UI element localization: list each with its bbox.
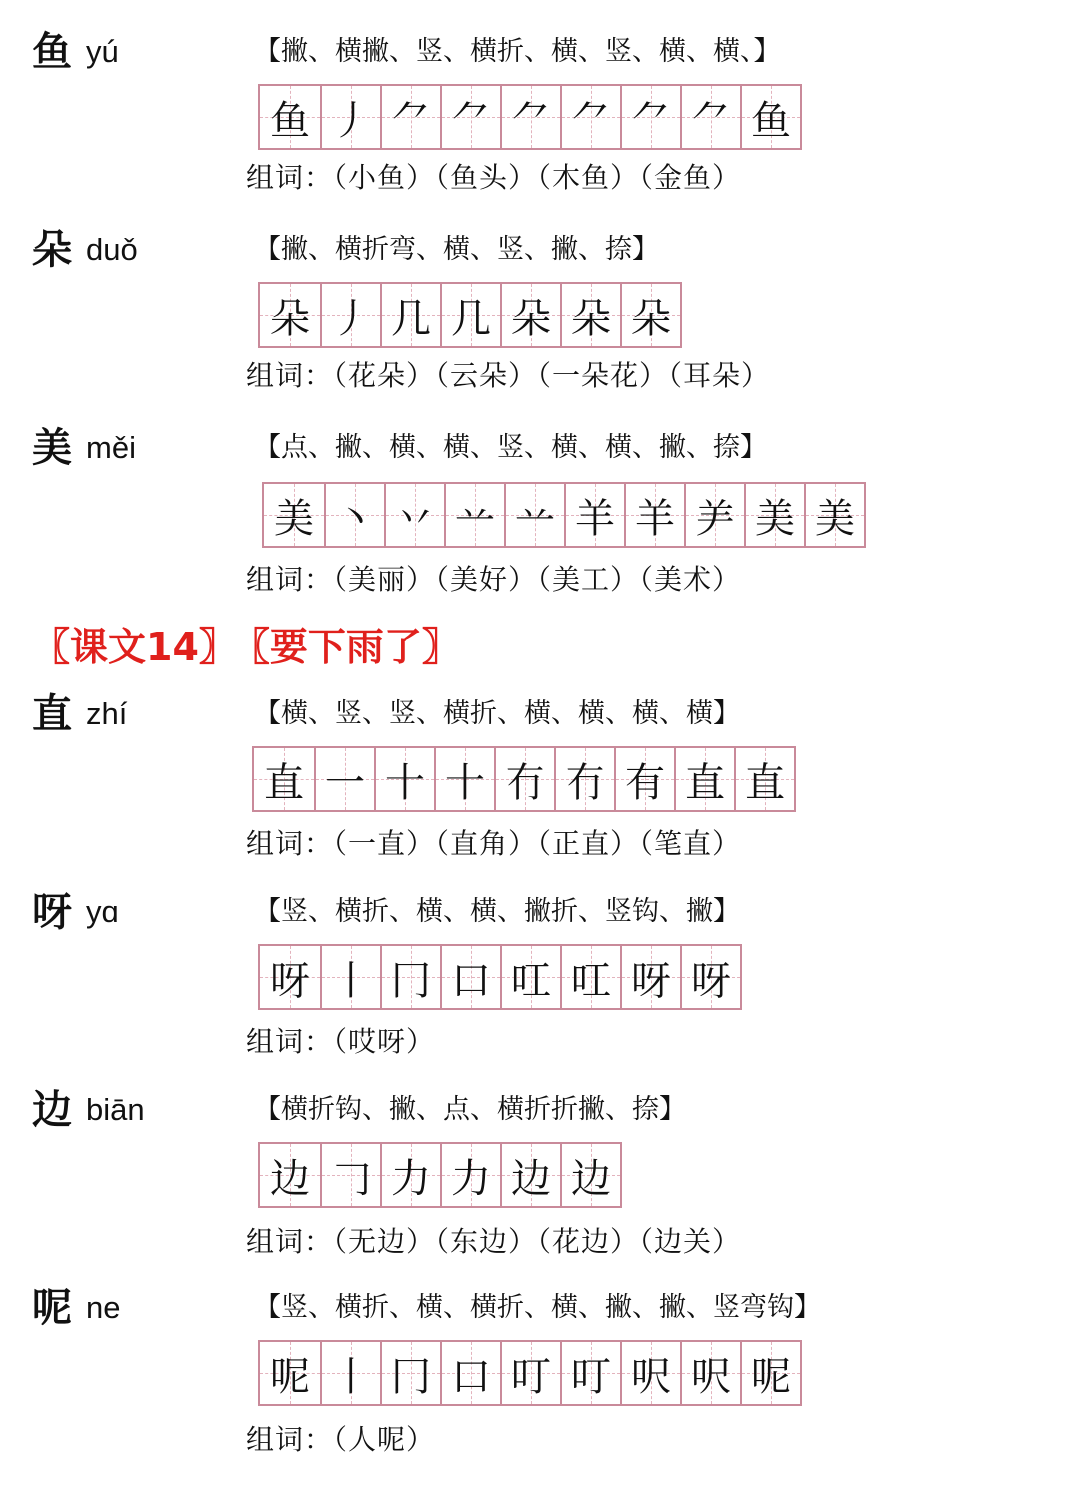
grid-cell: 呀 — [260, 946, 320, 1008]
grid-cell: 冇 — [494, 748, 554, 810]
pinyin: zhí — [86, 696, 128, 731]
pinyin: yɑ — [86, 894, 119, 929]
grid-cell: ⺈ — [620, 86, 680, 148]
pinyin: biān — [86, 1092, 145, 1127]
grid-cell: 𠃌 — [320, 1144, 380, 1206]
grid-cell: 丷 — [384, 484, 444, 546]
grid-cell: 美 — [804, 484, 864, 546]
grid-cell: 朵 — [500, 284, 560, 346]
grid-cell: 䒑 — [504, 484, 564, 546]
grid-cell: 叿 — [560, 946, 620, 1008]
grid-cell: ⺈ — [560, 86, 620, 148]
stroke-grid — [252, 746, 796, 812]
grid-cell: 䒑 — [444, 484, 504, 546]
grid-cell: 边 — [500, 1144, 560, 1206]
grid-cell: 有 — [614, 748, 674, 810]
character: 鱼 — [32, 29, 72, 75]
grid-cell: ⺶ — [684, 484, 744, 546]
grid-cell: 鱼 — [260, 86, 320, 148]
grid-cell: 朵 — [620, 284, 680, 346]
grid-cell: 直 — [254, 748, 314, 810]
pinyin: měi — [86, 430, 136, 465]
grid-cell: 美 — [264, 484, 324, 546]
grid-cell: 丿 — [320, 284, 380, 346]
grid-cell: ⺈ — [440, 86, 500, 148]
grid-cell: 丶 — [324, 484, 384, 546]
grid-cell: 十 — [434, 748, 494, 810]
stroke-order-text: 【撇、横撇、竖、横折、横、竖、横、横、】 — [254, 36, 781, 67]
grid-cell: 口 — [440, 1342, 500, 1404]
character: 呀 — [32, 889, 72, 935]
grid-cell: 力 — [440, 1144, 500, 1206]
stroke-order-text: 【横、竖、竖、横折、横、横、横、横】 — [254, 698, 740, 729]
grid-cell: 羊 — [624, 484, 684, 546]
grid-cell: 口 — [440, 946, 500, 1008]
grid-cell: 羊 — [564, 484, 624, 546]
grid-cell: 呀 — [680, 946, 740, 1008]
grid-cell: 朵 — [260, 284, 320, 346]
grid-cell: ⺈ — [680, 86, 740, 148]
grid-cell: 力 — [380, 1144, 440, 1206]
grid-cell: ⺈ — [500, 86, 560, 148]
grid-cell: 直 — [674, 748, 734, 810]
word-examples: 组词：（小鱼）（鱼头）（木鱼）（金鱼） — [246, 161, 742, 194]
character: 呢 — [32, 1285, 72, 1331]
lesson-title: 〖要下雨了〗 — [250, 625, 460, 669]
grid-cell: 呎 — [680, 1342, 740, 1404]
grid-cell: 冂 — [380, 1342, 440, 1404]
word-examples: 组词：（无边）（东边）（花边）（边关） — [246, 1225, 742, 1258]
grid-cell: 呀 — [620, 946, 680, 1008]
grid-cell: 美 — [744, 484, 804, 546]
grid-cell: 直 — [734, 748, 794, 810]
word-examples: 组词：（一直）（直角）（正直）（笔直） — [246, 827, 742, 860]
grid-cell: 一 — [314, 748, 374, 810]
grid-cell: 朵 — [560, 284, 620, 346]
stroke-order-text: 【撇、横折弯、横、竖、撇、捺】 — [254, 234, 659, 265]
lesson-number: 〖课文14〗 — [32, 625, 237, 669]
grid-cell: 十 — [374, 748, 434, 810]
character: 直 — [32, 691, 72, 737]
stroke-order-text: 【竖、横折、横、横、撇折、竖钩、撇】 — [254, 896, 740, 927]
grid-cell: 呢 — [260, 1342, 320, 1404]
stroke-order-text: 【点、撇、横、横、竖、横、横、撇、捺】 — [254, 432, 767, 463]
word-examples: 组词：（美丽）（美好）（美工）（美术） — [246, 563, 742, 596]
character: 边 — [32, 1087, 72, 1133]
pinyin: duǒ — [86, 232, 138, 267]
grid-cell: 丨 — [320, 1342, 380, 1404]
stroke-grid — [262, 482, 866, 548]
word-examples: 组词：（哎呀） — [246, 1025, 436, 1058]
grid-cell: 丿 — [320, 86, 380, 148]
grid-cell: 丨 — [320, 946, 380, 1008]
stroke-grid — [258, 1142, 622, 1208]
grid-cell: 冇 — [554, 748, 614, 810]
pinyin: ne — [86, 1290, 121, 1325]
grid-cell: 叮 — [500, 1342, 560, 1404]
stroke-grid — [258, 1340, 802, 1406]
stroke-order-text: 【竖、横折、横、横折、横、撇、撇、竖弯钩】 — [254, 1292, 821, 1323]
character: 美 — [32, 425, 72, 471]
grid-cell: 叮 — [560, 1342, 620, 1404]
character: 朵 — [32, 227, 72, 273]
grid-cell: 呢 — [740, 1342, 800, 1404]
stroke-order-text: 【横折钩、撇、点、横折折撇、捺】 — [254, 1094, 686, 1125]
grid-cell: 冂 — [380, 946, 440, 1008]
grid-cell: 几 — [380, 284, 440, 346]
grid-cell: 几 — [440, 284, 500, 346]
pinyin: yú — [86, 34, 119, 69]
stroke-grid — [258, 84, 802, 150]
lesson-heading — [32, 622, 474, 672]
grid-cell: 叿 — [500, 946, 560, 1008]
grid-cell: 鱼 — [740, 86, 800, 148]
stroke-grid — [258, 944, 742, 1010]
stroke-grid — [258, 282, 682, 348]
grid-cell: 呎 — [620, 1342, 680, 1404]
word-examples: 组词：（花朵）（云朵）（一朵花）（耳朵） — [246, 359, 771, 392]
word-examples: 组词：（人呢） — [246, 1423, 436, 1456]
grid-cell: 边 — [560, 1144, 620, 1206]
grid-cell: 边 — [260, 1144, 320, 1206]
grid-cell: ⺈ — [380, 86, 440, 148]
